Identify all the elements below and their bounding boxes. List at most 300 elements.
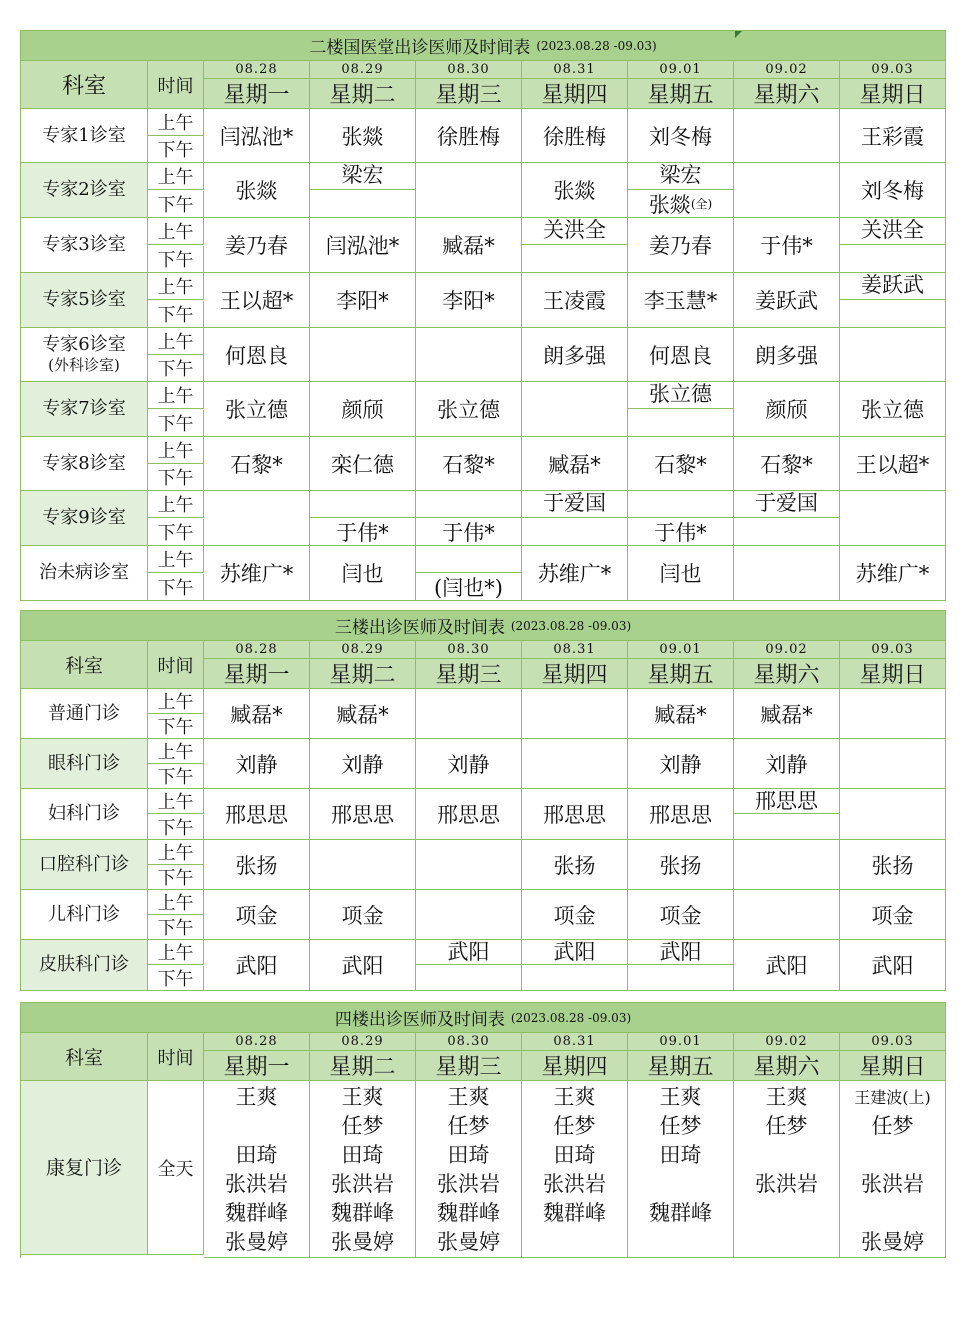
- doctor-cell: 臧磊*: [628, 689, 734, 739]
- doctor-pm: 于伟*: [442, 520, 495, 545]
- doctor-cell: 刘静: [416, 739, 522, 789]
- dept-subname: (外科诊室): [48, 355, 120, 374]
- dept-cell: [21, 218, 148, 273]
- doctor-list: [310, 1081, 416, 1258]
- doctor-cell: 李阳*: [416, 273, 522, 328]
- doctor-cell: 武阳: [310, 940, 416, 991]
- doctor-cell: 张燚: [204, 163, 310, 218]
- doctor-pm: [628, 190, 733, 217]
- weekday-header: 星期五: [628, 1051, 734, 1081]
- dept-name: 眼科门诊: [48, 752, 120, 774]
- doctor-cell: 张立德: [840, 382, 946, 437]
- doctor-cell: 张扬: [204, 840, 310, 890]
- doctor-cell: 石黎*: [416, 437, 522, 491]
- time-am: 上午: [148, 328, 204, 355]
- date-header: 08.31: [522, 1033, 628, 1051]
- time-am: 上午: [148, 940, 204, 965]
- dept-cell: [21, 437, 148, 491]
- doctor-cell: [522, 382, 628, 437]
- doctor-cell: 闫也: [628, 546, 734, 601]
- doctor-cell: 姜乃春: [628, 218, 734, 273]
- doctor-name: 魏群峰: [225, 1201, 288, 1225]
- doctor-cell: 苏维广*: [204, 546, 310, 601]
- date-range: (2023.08.28 -09.03): [536, 38, 657, 53]
- doctor-cell: 臧磊*: [416, 218, 522, 273]
- doctor-cell: 闫泓池*: [204, 109, 310, 163]
- doctor-cell: [734, 789, 840, 840]
- doctor-name: 王爽: [341, 1085, 384, 1109]
- dept-name: 儿科门诊: [48, 903, 120, 925]
- weekday-header: 星期六: [734, 659, 840, 689]
- doctor-pm: [628, 409, 733, 436]
- date-header: 09.02: [734, 641, 840, 659]
- time-am: 上午: [148, 890, 204, 915]
- doctor-cell: [840, 739, 946, 789]
- date-header: 09.01: [628, 1033, 734, 1051]
- time-pm: 下午: [148, 815, 204, 840]
- doctor-cell: 王以超*: [204, 273, 310, 328]
- doctor-list: [734, 1081, 840, 1258]
- doctor-name: 田琦: [341, 1143, 384, 1167]
- doctor-name: 张曼婷: [225, 1230, 288, 1254]
- allday-tag: (全): [690, 197, 713, 211]
- weekday-header: 星期一: [204, 1051, 310, 1081]
- doctor-cell: 邢思思: [628, 789, 734, 840]
- time-pm: 下午: [148, 136, 204, 163]
- dept-name: 专家1诊室: [42, 124, 126, 146]
- dept-cell: [21, 109, 148, 163]
- doctor-cell: 颜颀: [310, 382, 416, 437]
- doctor-am: 关洪全: [840, 218, 945, 245]
- doctor-cell: 臧磊*: [522, 437, 628, 491]
- doctor-cell: [734, 109, 840, 163]
- cell-comment-marker: [735, 31, 742, 38]
- doctor-cell: [416, 840, 522, 890]
- doctor-cell: 张燚: [522, 163, 628, 218]
- time-am: 上午: [148, 789, 204, 814]
- dept-name: 皮肤科门诊: [39, 954, 129, 975]
- schedule-3f-rows: [20, 689, 946, 991]
- doctor-name: 张曼婷: [331, 1230, 394, 1254]
- doctor-cell: 刘静: [204, 739, 310, 789]
- schedule-2f: [20, 30, 946, 601]
- doctor-pm: [522, 245, 627, 272]
- doctor-name: 张洪岩: [331, 1172, 394, 1196]
- date-range: (2023.08.28 -09.03): [510, 1010, 632, 1025]
- weekday-header: 星期六: [734, 1051, 840, 1081]
- time-pm: 下午: [148, 464, 204, 491]
- doctor-cell: [416, 546, 522, 601]
- doctor-cell: 邢思思: [204, 789, 310, 840]
- doctor-cell: 姜跃武: [734, 273, 840, 328]
- doctor-cell: [416, 328, 522, 382]
- doctor-pm: 于伟*: [654, 520, 707, 545]
- doctor-name: 张洪岩: [755, 1172, 818, 1196]
- doctor-am: 于爱国: [522, 491, 627, 518]
- doctor-name: 张曼婷: [437, 1230, 500, 1254]
- date-header: 08.28: [204, 61, 310, 79]
- doctor-list: [204, 1081, 310, 1258]
- time-pm: 下午: [148, 764, 204, 789]
- date-header: 08.30: [416, 1033, 522, 1051]
- doctor-cell: 苏维广*: [522, 546, 628, 601]
- doctor-cell: [734, 890, 840, 940]
- schedule-2f-grid: [20, 30, 946, 109]
- doctor-cell: [204, 491, 310, 546]
- doctor-cell: 武阳: [734, 940, 840, 991]
- doctor-cell: 项金: [310, 890, 416, 940]
- doctor-pm: [522, 965, 627, 990]
- doctor-cell: 张扬: [840, 840, 946, 890]
- dept-cell: [21, 689, 148, 739]
- weekday-header: 星期二: [310, 659, 416, 689]
- doctor-cell: 颜颀: [734, 382, 840, 437]
- doctor-cell: 张立德: [416, 382, 522, 437]
- doctor-pm: [734, 518, 839, 545]
- doctor-cell: 刘冬梅: [840, 163, 946, 218]
- weekday-header: 星期三: [416, 79, 522, 109]
- dept-cell: [21, 491, 148, 546]
- doctor-cell: [840, 491, 946, 546]
- doctor-am: [416, 491, 521, 518]
- doctor-cell: [840, 689, 946, 739]
- dept-name: 专家6诊室: [42, 333, 126, 355]
- doctor-cell: 刘静: [628, 739, 734, 789]
- dept-cell: [21, 273, 148, 328]
- dept-name: 口腔科门诊: [39, 853, 129, 875]
- doctor-list: [840, 1081, 946, 1258]
- time-header: 时间: [148, 1033, 204, 1081]
- dept-name: 专家2诊室: [42, 179, 126, 200]
- dept-name: 专家5诊室: [42, 289, 126, 310]
- doctor-name: 任梦: [659, 1114, 702, 1138]
- weekday-header: 星期日: [840, 1051, 946, 1081]
- doctor-name: 王爽: [447, 1085, 490, 1109]
- doctor-cell: [522, 940, 628, 991]
- doctor-cell: [734, 840, 840, 890]
- dept-cell: [21, 546, 148, 601]
- doctor-am: 梁宏: [628, 163, 733, 190]
- doctor-cell: 臧磊*: [734, 689, 840, 739]
- doctor-cell: [734, 163, 840, 218]
- doctor-cell: 臧磊*: [310, 689, 416, 739]
- date-range: (2023.08.28 -09.03): [510, 618, 632, 633]
- doctor-name: 张燚: [648, 192, 691, 217]
- weekday-header: 星期四: [522, 1051, 628, 1081]
- doctor-cell: [416, 940, 522, 991]
- time-am: 上午: [148, 109, 204, 136]
- doctor-cell: 朗多强: [522, 328, 628, 382]
- doctor-pm: [628, 965, 733, 990]
- date-header: 08.28: [204, 641, 310, 659]
- doctor-cell: [522, 491, 628, 546]
- doctor-cell: 武阳: [840, 940, 946, 991]
- time-pm: 下午: [148, 865, 204, 890]
- doctor-cell: 闫也: [310, 546, 416, 601]
- date-header: 08.29: [310, 1033, 416, 1051]
- doctor-name: 王建波(上): [854, 1088, 931, 1107]
- doctor-cell: 王彩霞: [840, 109, 946, 163]
- weekday-header: 星期四: [522, 79, 628, 109]
- weekday-header: 星期三: [416, 659, 522, 689]
- time-am: 上午: [148, 840, 204, 865]
- doctor-name: 魏群峰: [649, 1201, 712, 1225]
- time-am: 上午: [148, 437, 204, 464]
- dept-name: 专家9诊室: [42, 507, 126, 528]
- doctor-pm: 于伟*: [336, 520, 389, 545]
- doctor-am: [310, 491, 415, 518]
- doctor-am: 梁宏: [310, 163, 415, 190]
- date-header: 09.01: [628, 641, 734, 659]
- doctor-cell: 石黎*: [628, 437, 734, 491]
- dept-cell: [21, 163, 148, 218]
- doctor-cell: 李玉慧*: [628, 273, 734, 328]
- time-pm: 下午: [148, 191, 204, 218]
- date-header: 09.02: [734, 1033, 840, 1051]
- doctor-cell: 何恩良: [628, 328, 734, 382]
- doctor-name: 王爽: [235, 1085, 278, 1109]
- doctor-pm: [522, 518, 627, 545]
- doctor-cell: 何恩良: [204, 328, 310, 382]
- doctor-cell: 李阳*: [310, 273, 416, 328]
- doctor-am: 关洪全: [522, 218, 627, 245]
- doctor-cell: [734, 491, 840, 546]
- time-pm: 下午: [148, 915, 204, 940]
- weekday-header: 星期五: [628, 659, 734, 689]
- doctor-cell: 张扬: [628, 840, 734, 890]
- title-text: 二楼国医堂出诊医师及时间表: [309, 38, 531, 58]
- dept-cell: 康复门诊: [21, 1081, 148, 1255]
- date-header: 09.01: [628, 61, 734, 79]
- doctor-cell: 邢思思: [310, 789, 416, 840]
- doctor-name: 王爽: [553, 1085, 596, 1109]
- doctor-cell: 朗多强: [734, 328, 840, 382]
- table-title: [21, 31, 946, 61]
- title-text: 三楼出诊医师及时间表: [334, 618, 505, 638]
- weekday-header: 星期一: [204, 659, 310, 689]
- time-pm: 下午: [148, 355, 204, 382]
- doctor-cell: 于伟*: [734, 218, 840, 273]
- doctor-cell: [522, 739, 628, 789]
- time-am: 上午: [148, 163, 204, 190]
- doctor-cell: [416, 163, 522, 218]
- date-header: 08.29: [310, 61, 416, 79]
- date-header: 08.29: [310, 641, 416, 659]
- doctor-cell: [840, 218, 946, 273]
- date-header: 08.31: [522, 61, 628, 79]
- doctor-cell: [628, 382, 734, 437]
- doctor-cell: 项金: [840, 890, 946, 940]
- doctor-am: 张立德: [628, 382, 733, 409]
- doctor-cell: 王凌霞: [522, 273, 628, 328]
- dept-cell: [21, 940, 148, 991]
- doctor-name: 王爽: [659, 1085, 702, 1109]
- schedule-3f-grid: [20, 610, 946, 689]
- time-pm: 下午: [148, 246, 204, 273]
- doctor-am: [628, 491, 733, 518]
- time-am: 上午: [148, 382, 204, 409]
- doctor-name: 张曼婷: [861, 1230, 924, 1254]
- doctor-cell: 石黎*: [734, 437, 840, 491]
- dept-name: 妇科门诊: [48, 803, 120, 824]
- weekday-header: 星期二: [310, 1051, 416, 1081]
- weekday-header: 星期三: [416, 1051, 522, 1081]
- doctor-name: 田琦: [235, 1143, 278, 1167]
- doctor-cell: 张扬: [522, 840, 628, 890]
- time-am: 上午: [148, 218, 204, 245]
- date-header: 08.28: [204, 1033, 310, 1051]
- weekday-header: 星期日: [840, 659, 946, 689]
- doctor-name: 魏群峰: [543, 1201, 606, 1225]
- time-am: 上午: [148, 739, 204, 764]
- dept-name: 专家7诊室: [42, 398, 126, 419]
- doctor-cell: 徐胜梅: [416, 109, 522, 163]
- date-header: 09.03: [840, 1033, 946, 1051]
- dept-cell: [21, 890, 148, 940]
- doctor-list: [628, 1081, 734, 1258]
- doctor-cell: 苏维广*: [840, 546, 946, 601]
- doctor-name: 张洪岩: [861, 1172, 924, 1196]
- doctor-name: 张洪岩: [225, 1172, 288, 1196]
- weekday-header: 星期二: [310, 79, 416, 109]
- time-pm: 下午: [148, 301, 204, 328]
- doctor-cell: [522, 218, 628, 273]
- doctor-cell: [628, 491, 734, 546]
- schedule-4f: [20, 1002, 946, 1258]
- doctor-cell: 王以超*: [840, 437, 946, 491]
- time-pm: 下午: [148, 410, 204, 437]
- title-text: 四楼出诊医师及时间表: [334, 1010, 505, 1030]
- doctor-cell: [628, 163, 734, 218]
- doctor-cell: 武阳: [204, 940, 310, 991]
- doctor-cell: 石黎*: [204, 437, 310, 491]
- doctor-pm: [310, 190, 415, 217]
- doctor-cell: [416, 689, 522, 739]
- doctor-name: 张洪岩: [543, 1172, 606, 1196]
- table-title: [21, 611, 946, 641]
- doctor-cell: 项金: [204, 890, 310, 940]
- schedule-2f-rows: [20, 109, 946, 601]
- dept-name: 专家8诊室: [42, 452, 126, 474]
- doctor-name: 田琦: [659, 1143, 702, 1167]
- doctor-cell: 项金: [522, 890, 628, 940]
- dept-name: 普通门诊: [48, 702, 120, 724]
- date-header: 08.31: [522, 641, 628, 659]
- doctor-cell: [310, 163, 416, 218]
- doctor-name: 任梦: [341, 1114, 384, 1138]
- doctor-cell: [310, 491, 416, 546]
- time-pm: 下午: [148, 714, 204, 739]
- date-header: 09.03: [840, 641, 946, 659]
- time-am: 上午: [148, 273, 204, 300]
- doctor-pm: (闫也*): [434, 575, 503, 600]
- doctor-am: 武阳: [522, 940, 627, 965]
- doctor-am: 姜跃武: [840, 273, 945, 300]
- doctor-name: 任梦: [871, 1114, 914, 1138]
- doctor-am: 武阳: [416, 940, 521, 965]
- doctor-cell: 项金: [628, 890, 734, 940]
- doctor-cell: 姜乃春: [204, 218, 310, 273]
- time-am: 上午: [148, 689, 204, 714]
- time-am: 上午: [148, 546, 204, 573]
- doctor-cell: 张燚: [310, 109, 416, 163]
- dept-cell: [21, 789, 148, 840]
- dept-cell: [21, 739, 148, 789]
- time-am: 上午: [148, 491, 204, 518]
- doctor-am: [416, 546, 521, 573]
- doctor-list: [522, 1081, 628, 1258]
- dept-header: 科室: [21, 641, 148, 689]
- doctor-pm: [734, 814, 839, 839]
- schedule-3f: [20, 610, 946, 991]
- table-title: [21, 1003, 946, 1033]
- weekday-header: 星期五: [628, 79, 734, 109]
- doctor-cell: 徐胜梅: [522, 109, 628, 163]
- date-header: 09.03: [840, 61, 946, 79]
- dept-name: 专家3诊室: [42, 234, 126, 255]
- dept-name: 治未病诊室: [39, 562, 129, 583]
- doctor-pm: [840, 300, 945, 327]
- doctor-name: 田琦: [553, 1143, 596, 1167]
- doctor-name: 任梦: [447, 1114, 490, 1138]
- doctor-cell: [840, 328, 946, 382]
- doctor-am: 邢思思: [734, 789, 839, 814]
- doctor-cell: 刘冬梅: [628, 109, 734, 163]
- date-header: 08.30: [416, 61, 522, 79]
- doctor-cell: 刘静: [310, 739, 416, 789]
- doctor-cell: 邢思思: [522, 789, 628, 840]
- doctor-cell: [734, 546, 840, 601]
- date-header: 08.30: [416, 641, 522, 659]
- weekday-header: 星期六: [734, 79, 840, 109]
- weekday-header: 星期日: [840, 79, 946, 109]
- doctor-cell: [840, 789, 946, 840]
- doctor-list: [416, 1081, 522, 1258]
- time-header: 时间: [148, 641, 204, 689]
- dept-header: 科室: [21, 1033, 148, 1081]
- doctor-cell: 栾仁德: [310, 437, 416, 491]
- time-pm: 下午: [148, 574, 204, 601]
- doctor-cell: [416, 890, 522, 940]
- weekday-header: 星期一: [204, 79, 310, 109]
- date-header: 09.02: [734, 61, 840, 79]
- doctor-am: 武阳: [628, 940, 733, 965]
- doctor-name: 任梦: [765, 1114, 808, 1138]
- time-pm: 下午: [148, 966, 204, 991]
- doctor-am: 于爱国: [734, 491, 839, 518]
- weekday-header: 星期四: [522, 659, 628, 689]
- doctor-name: 魏群峰: [331, 1201, 394, 1225]
- doctor-cell: [310, 328, 416, 382]
- doctor-cell: 刘静: [734, 739, 840, 789]
- dept-cell: [21, 840, 148, 890]
- doctor-name: 任梦: [553, 1114, 596, 1138]
- time-pm: 下午: [148, 519, 204, 546]
- schedule-4f-grid: [20, 1002, 946, 1258]
- dept-header: 科室: [21, 61, 148, 109]
- doctor-cell: [416, 491, 522, 546]
- doctor-cell: 臧磊*: [204, 689, 310, 739]
- doctor-cell: [628, 940, 734, 991]
- doctor-cell: [840, 273, 946, 328]
- doctor-cell: [522, 689, 628, 739]
- doctor-pm: [416, 965, 521, 990]
- doctor-name: 田琦: [447, 1143, 490, 1167]
- doctor-cell: 闫泓池*: [310, 218, 416, 273]
- time-header: 时间: [148, 61, 204, 109]
- doctor-cell: [310, 840, 416, 890]
- doctor-pm: [840, 245, 945, 272]
